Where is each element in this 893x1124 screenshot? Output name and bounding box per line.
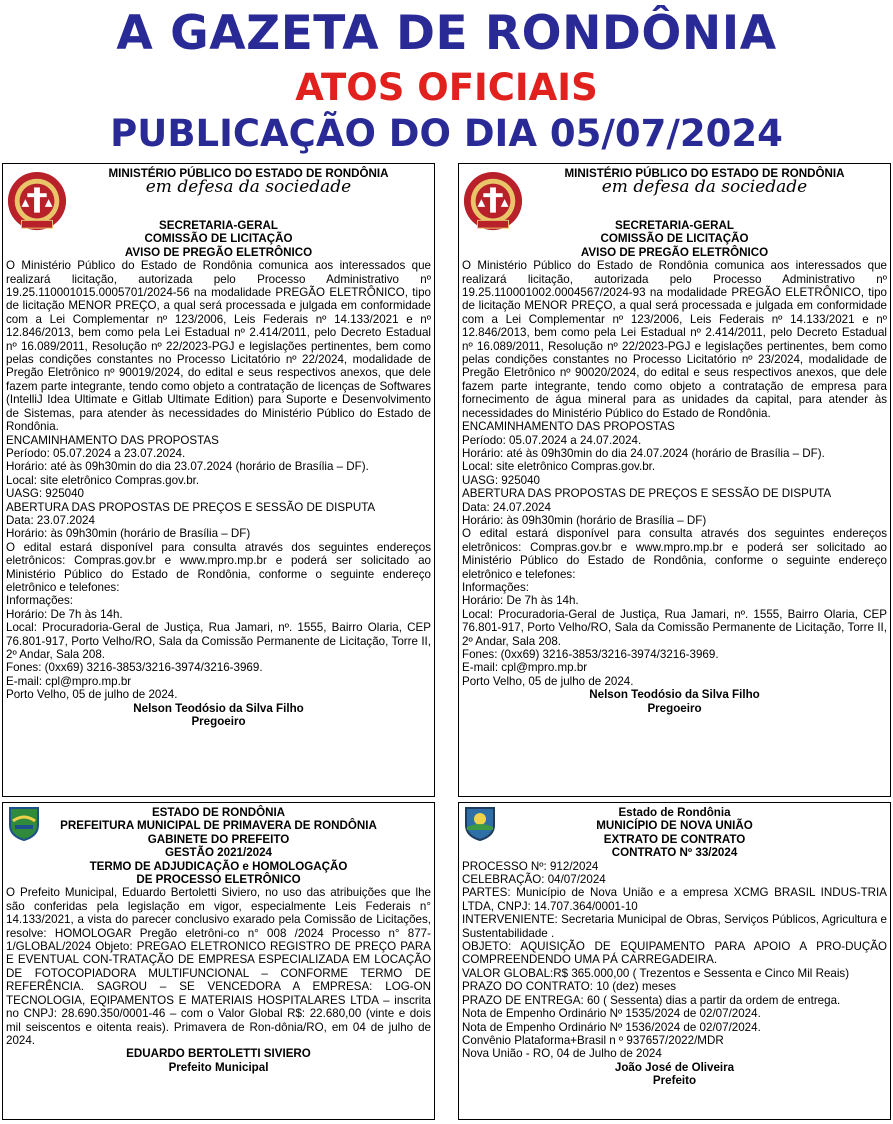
signatory-name: Nelson Teodósio da Silva Filho <box>133 701 304 715</box>
text-line: Horário: até às 09h30min do dia 24.07.2024 (horário de Brasília – DF). <box>462 446 825 460</box>
municipal-crest-icon <box>7 805 41 841</box>
email-line: E-mail: cpl@mpro.mp.br <box>6 674 132 688</box>
mpro-seal-icon <box>6 170 68 232</box>
notice-header <box>459 803 890 1088</box>
text-line: Horário: até às 09h30min do dia 23.07.2024 (horário de Brasília – DF). <box>6 460 369 474</box>
publication-date: PUBLICAÇÃO DO DIA 05/07/2024 <box>110 112 783 155</box>
signatory-name: João José de Oliveira <box>614 1060 735 1074</box>
text-line: Horário: De 7h às 14h. <box>6 607 123 621</box>
heading-2: MUNICÍPIO DE NOVA UNIÃO <box>596 819 753 833</box>
signatory-role: Pregoeiro <box>191 715 246 729</box>
text-line: Nota de Empenho Ordinário Nº 1535/2024 de 02/07/2024. <box>462 1007 761 1021</box>
text-line: UASG: 925040 <box>6 487 84 501</box>
text-line: Data: 24.07.2024 <box>462 500 551 514</box>
text-line: Convênio Plataforma+Brasil n º 937657/2022/MDR <box>462 1033 724 1047</box>
heading-3: GABINETE DO PREFEITO <box>147 832 290 846</box>
text-line: Nota de Empenho Ordinário Nº 1536/2024 de 02/07/2024. <box>462 1020 761 1034</box>
notice-mpro-pregao-90020 <box>458 163 891 797</box>
notice-body: O Ministério Público do Estado de Rondônia comunica aos interessados que realizará licitação, autorizada pelo Processo Administrativo nº 19.25.110001015.0005701/2024-56 na modalidade PREGÃO ELETRÔNICO, tipo de licitação MENOR PREÇO, a qual será processada e julgada em conformidade com a Lei Complementar nº 123/2006, Leis Federais nº 14.133/2021 e nº 12.846/2013, bem como pela Lei Estadual nº 2.414/2011, pelo Decreto Estadual nº 16.089/2011, Resolução nº 22/2023-PGJ e legislações pertinentes, bem como pelas condições constantes no Processo Licitatório nº 22/2024, modalidade de Pregão Eletrônico nº 90019/2024, do edital e seus respectivos anexos, que dele fazem parte integrante, tendo como objeto a contratação de licenças de Softwares (IntelliJ Idea Ultimate e Gitlab Ultimate Edition) para Suporte e Desenvolvimento de Sistemas, para atender às necessidades do Ministério Público do Estado de Rondônia. <box>6 259 431 434</box>
mpro-seal-icon <box>462 170 524 232</box>
notice-body: O Prefeito Municipal, Eduardo Bertoletti Siviero, no uso das atribuições que lhe são conferidas pela legislação em vigor, especialmente Leis Federais n° 14.133/2021, a vista do parecer conclusivo exarado pela Comissão de Licitações, resolve: HOMOLOGAR Pregão eletrôni-co n° 008 /2024 Processo n° 877-1/GLOBAL/2024 Objeto: PREGAO ELETRONICO REGISTRO DE PREÇO PARA E EVENTUAL CON-TRATAÇÃO DE EMPRESA ESPECIALIZADA EM LOCAÇÃO DE FOTOCOPIADORA MULTIFUNCIONAL – CONFORME TERMO DE REFERÊNCIA. SAGROU – SE VENCEDORA A EMPRESA: LOG-ON TECNOLOGIA, EQIPAMENTOS E MATERIAIS HOSPITALARES LTDA – inscrita no CNPJ: 28.690.350/0001-46 – com o Valor Global R$: 22.680,00 (vinte e dois mil seiscentos e oitenta reais). Primavera de Ron-dônia/RO, em 04 de julho de 2024. <box>6 886 431 1047</box>
text-line: Local: site eletrônico Compras.gov.br. <box>6 473 200 487</box>
notice-header <box>3 803 434 1074</box>
org-slogan: em defesa da sociedade <box>145 177 352 197</box>
text-line: UASG: 925040 <box>462 473 540 487</box>
org-name: MINISTÉRIO PÚBLICO DO ESTADO DE RONDÔNIA <box>564 167 845 180</box>
heading-2: COMISSÃO DE LICITAÇÃO <box>600 232 749 246</box>
heading-4: CONTRATO Nº 33/2024 <box>611 846 738 860</box>
text-line: ABERTURA DAS PROPOSTAS DE PREÇOS E SESSÃO DE DISPUTA <box>462 487 832 501</box>
notice-header <box>459 164 890 216</box>
text-line: ENCAMINHAMENTO DAS PROPOSTAS <box>462 420 675 434</box>
text-line: Porto Velho, 05 de julho de 2024. <box>462 674 634 688</box>
paragraph: O edital estará disponível para consulta através dos seguintes endereços eletrônicos: Compras.gov.br e www.mpro.mp.br e poderá ser solicitado ao Ministério Público do Estado de Rondônia, conforme o seguinte endereço eletrônico e telefones: <box>6 540 431 594</box>
section-title: ATOS OFICIAIS <box>295 66 598 109</box>
text-line: Fones: (0xx69) 3216-3853/3216-3974/3216-3969. <box>6 661 263 675</box>
notice-body: O Ministério Público do Estado de Rondônia comunica aos interessados que realizará licitação, autorizada pelo Processo Administrativo nº 19.25.110001002.0004567/2024-93 na modalidade PREGÃO ELETRÔNICO, tipo de licitação MENOR PREÇO, a qual será processada e julgada em conformidade com a Lei Complementar nº 123/2006, Leis Federais nº 14.133/2021 e nº 12.846/2013, bem como pela Lei Estadual nº 2.414/2011, pelo Decreto Estadual nº 16.089/2011, Resolução nº 22/2023-PGJ e legislações pertinentes, bem como pelas condições constantes no Processo Licitatório nº 23/2024, modalidade de Pregão Eletrônico nº 90020/2024, do edital e seus respectivos anexos, que dele fazem parte integrante, tendo como objeto a contratação de empresa para fornecimento de água mineral para as unidades da capital, para atender às necessidades do Ministério Público do Estado de Rondônia. <box>462 259 887 420</box>
text-line: CELEBRAÇÃO: 04/07/2024 <box>462 873 606 887</box>
paragraph: INTERVENIENTE: Secretaria Municipal de Obras, Serviços Públicos, Agricultura e Sustentabilidade . <box>462 913 887 940</box>
signatory-role: Prefeito <box>652 1074 697 1088</box>
notice-mpro-pregao-90019 <box>2 163 435 797</box>
notice-primavera-homologacao <box>2 802 435 1120</box>
heading-5: TERMO DE ADJUDICAÇÃO e HOMOLOGAÇÃO <box>89 859 348 873</box>
heading-3: EXTRATO DE CONTRATO <box>603 832 746 846</box>
text-line: ABERTURA DAS PROPOSTAS DE PREÇOS E SESSÃO DE DISPUTA <box>6 500 376 514</box>
text-line: Fones: (0xx69) 3216-3853/3216-3974/3216-3969. <box>462 648 719 661</box>
text-line: VALOR GLOBAL:R$ 365.000,00 ( Trezentos e Sessenta e Cinco Mil Reais) <box>462 966 850 980</box>
paragraph: Local: Procuradoria-Geral de Justiça, Rua Jamari, nº. 1555, Bairro Olaria, CEP 76.801-917, Porto Velho/RO, Sala da Comissão Permanente de Licitação, Torre II, 2º Andar, Sala 208. <box>462 607 887 648</box>
heading-2: PREFEITURA MUNICIPAL DE PRIMAVERA DE RONDÔNIA <box>60 819 377 833</box>
signatory-name: Nelson Teodósio da Silva Filho <box>589 688 760 702</box>
text-line: Porto Velho, 05 de julho de 2024. <box>6 688 178 702</box>
heading-1: ESTADO DE RONDÔNIA <box>151 806 286 819</box>
text-line: Período: 05.07.2024 a 23.07.2024. <box>6 446 186 460</box>
text-line: Horário: às 09h30min (horário de Brasília – DF) <box>462 513 707 527</box>
signatory-role: Prefeito Municipal <box>168 1060 269 1074</box>
signatory-role: Pregoeiro <box>647 701 702 715</box>
signatory-name: EDUARDO BERTOLETTI SIVIERO <box>126 1047 311 1061</box>
heading-4: GESTÃO 2021/2024 <box>165 846 272 860</box>
heading-1: SECRETARIA-GERAL <box>615 219 734 232</box>
text-line: PRAZO DE ENTREGA: 60 ( Sessenta) dias a partir da ordem de entrega. <box>462 993 841 1007</box>
email-line: E-mail: cpl@mpro.mp.br <box>462 661 588 675</box>
newspaper-title: A GAZETA DE RONDÔNIA <box>116 6 777 61</box>
text-line: PROCESSO Nº: 912/2024 <box>462 859 599 873</box>
municipal-crest-icon <box>463 805 497 841</box>
text-line: Data: 23.07.2024 <box>6 513 95 527</box>
text-line: Local: site eletrônico Compras.gov.br. <box>462 460 656 474</box>
paragraph: PARTES: Município de Nova União e a empresa XCMG BRASIL INDUS-TRIA LTDA, CNPJ: 14.707.364/0001-10 <box>462 886 887 913</box>
notice-nova-uniao-contrato <box>458 802 891 1120</box>
heading-6: DE PROCESSO ELETRÔNICO <box>136 873 301 887</box>
text-line: Horário: De 7h às 14h. <box>462 594 579 608</box>
notice-header <box>3 164 434 216</box>
paragraph: O edital estará disponível para consulta através dos seguintes endereços eletrônicos: Compras.gov.br e www.mpro.mp.br e poderá ser solicitado ao Ministério Público do Estado de Rondônia, conforme o seguinte endereço eletrônico e telefones: <box>462 527 887 581</box>
paragraph: OBJETO: AQUISIÇÃO DE EQUIPAMENTO PARA APOIO A PRO-DUÇÃO COMPREENDENDO UMA PÁ CARREGADEIRA. <box>462 940 887 967</box>
text-line: Horário: às 09h30min (horário de Brasília – DF) <box>6 527 251 541</box>
text-line: Período: 05.07.2024 a 24.07.2024. <box>462 433 642 447</box>
paragraph: Local: Procuradoria-Geral de Justiça, Rua Jamari, nº. 1555, Bairro Olaria, CEP 76.801-917, Porto Velho/RO, Sala da Comissão Permanente de Licitação, Torre II, 2º Andar, Sala 208. <box>6 621 431 661</box>
text-line: Nova União - RO, 04 de Julho de 2024 <box>462 1047 662 1061</box>
heading-1: Estado de Rondônia <box>618 806 731 819</box>
heading-3: AVISO DE PREGÃO ELETRÔNICO <box>580 245 769 259</box>
text-line: Informações: <box>6 594 74 608</box>
heading-3: AVISO DE PREGÃO ELETRÔNICO <box>124 245 313 259</box>
org-name: MINISTÉRIO PÚBLICO DO ESTADO DE RONDÔNIA <box>108 167 389 180</box>
org-slogan: em defesa da sociedade <box>601 177 808 197</box>
text-line: ENCAMINHAMENTO DAS PROPOSTAS <box>6 433 219 447</box>
heading-1: SECRETARIA-GERAL <box>159 219 278 232</box>
heading-2: COMISSÃO DE LICITAÇÃO <box>144 232 293 246</box>
masthead <box>0 0 893 160</box>
text-line: PRAZO DO CONTRATO: 10 (dez) meses <box>462 980 677 994</box>
text-line: Informações: <box>462 580 530 594</box>
